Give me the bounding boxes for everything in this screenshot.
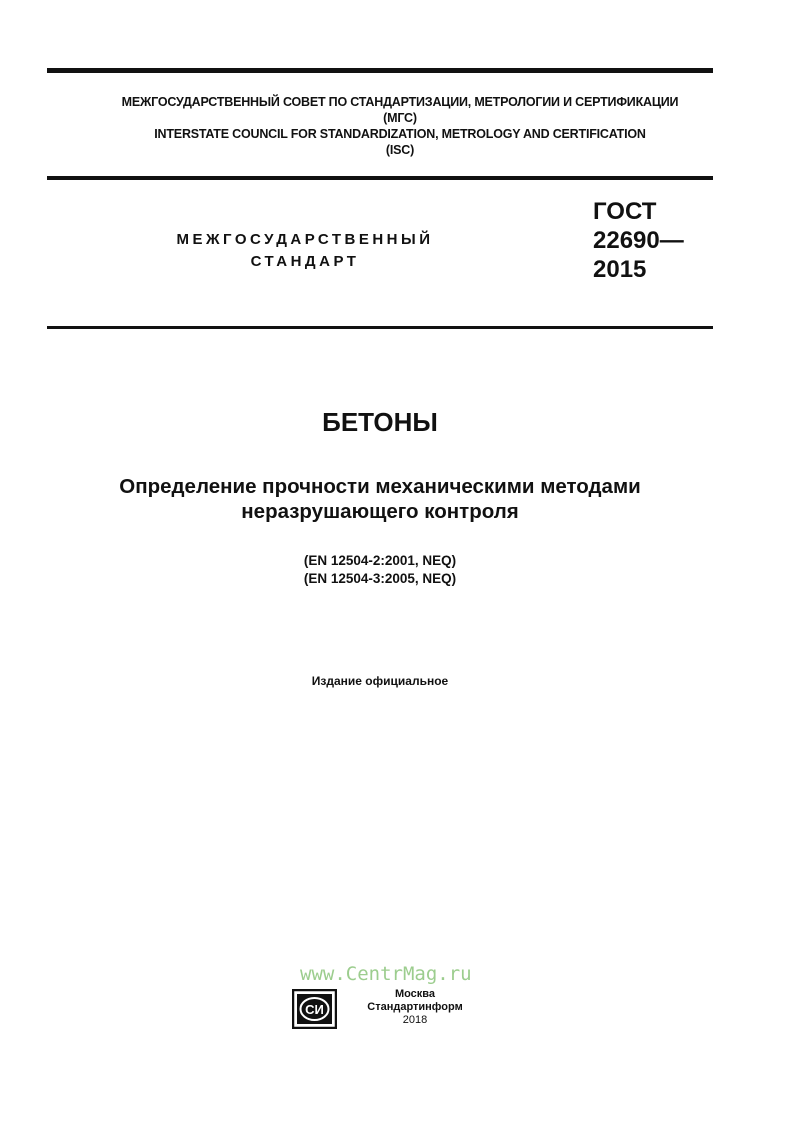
council-name-en: INTERSTATE COUNCIL FOR STANDARDIZATION, METROLOGY AND CERTIFICATION (154, 127, 646, 141)
gost-year: 2015 (593, 256, 647, 283)
standard-type-line2: СТАНДАРТ (250, 253, 360, 270)
standard-type-line1: МЕЖГОСУДАРСТВЕННЫЙ (176, 231, 434, 248)
publisher-name: Стандартинформ (367, 1001, 463, 1013)
publisher-city: Москва (394, 988, 436, 1000)
reference-1: (EN 12504-2:2001, NEQ) (303, 553, 457, 568)
top-rule (47, 68, 713, 73)
council-header (40, 94, 760, 158)
watermark-url: www.CentrMag.ru (300, 963, 472, 985)
council-name-ru: МЕЖГОСУДАРСТВЕННЫЙ СОВЕТ ПО СТАНДАРТИЗАЦИИ, МЕТРОЛОГИИ И СЕРТИФИКАЦИИ (121, 95, 679, 109)
publisher-year: 2018 (402, 1014, 428, 1026)
standard-type (140, 229, 470, 273)
publisher-block (350, 988, 480, 1027)
document-title: БЕТОНЫ (322, 407, 438, 437)
reference-2: (EN 12504-3:2005, NEQ) (303, 571, 457, 586)
council-abbr-ru: (МГС) (383, 111, 417, 125)
designation-rule (47, 326, 713, 329)
logo-text: СИ (305, 1002, 324, 1017)
standard-references (0, 552, 760, 588)
header-rule (47, 176, 713, 180)
edition-label: Издание официальное (311, 674, 449, 688)
document-subtitle (0, 474, 760, 524)
gost-designation (593, 197, 684, 284)
subtitle-line1: Определение прочности механическими методами (119, 475, 641, 498)
gost-prefix: ГОСТ (593, 198, 657, 225)
gost-number: 22690— (593, 227, 684, 254)
subtitle-line2: неразрушающего контроля (241, 500, 519, 523)
standartinform-logo-icon (292, 989, 337, 1029)
council-abbr-en: (ISC) (385, 143, 415, 157)
